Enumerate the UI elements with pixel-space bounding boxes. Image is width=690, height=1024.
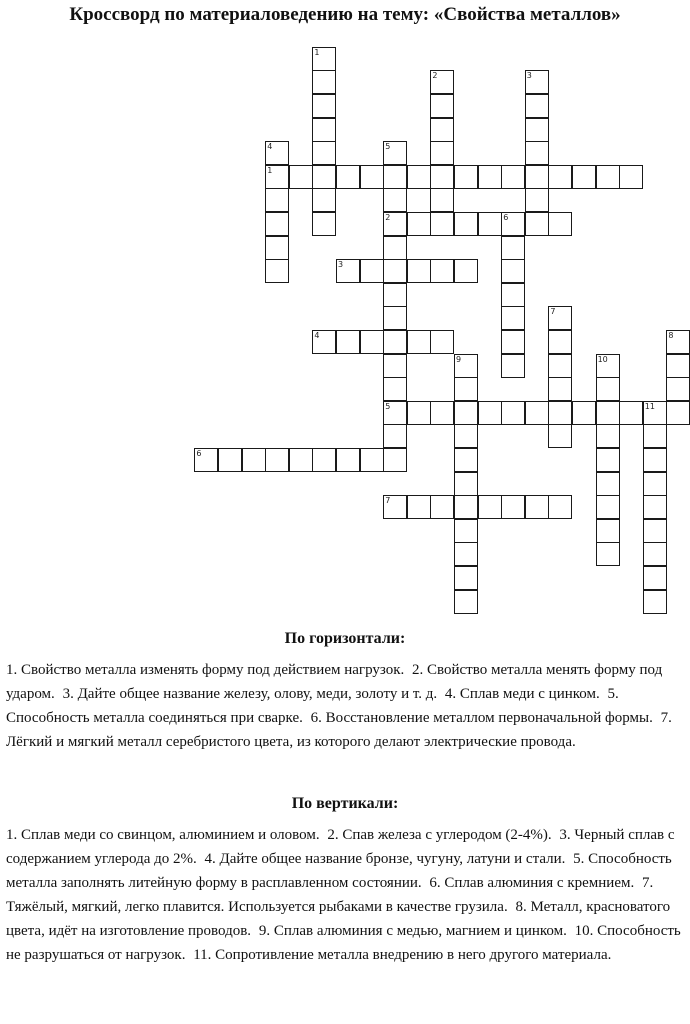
- clue-item: 6. Сплав алюминия с кремнием.: [429, 875, 635, 891]
- crossword-cell[interactable]: [336, 448, 360, 472]
- crossword-cell[interactable]: [666, 354, 690, 378]
- clue-item: 5. Способность металла заполнять литейную форму в расплавленном состоянии.: [6, 851, 672, 891]
- across-heading: По горизонтали:: [284, 630, 406, 647]
- clue-item: 9. Сплав алюминия с медью, магнием и цинком.: [258, 923, 567, 939]
- crossword-cell[interactable]: [454, 424, 478, 448]
- crossword-cell[interactable]: [383, 236, 407, 260]
- crossword-cell[interactable]: [383, 283, 407, 307]
- crossword-cell[interactable]: [501, 354, 525, 378]
- crossword-cell[interactable]: [430, 118, 454, 142]
- clue-number-down: 11: [644, 401, 655, 411]
- crossword-cell[interactable]: [501, 259, 525, 283]
- crossword-cell[interactable]: [548, 495, 572, 519]
- crossword-cell[interactable]: [501, 306, 525, 330]
- crossword-cell[interactable]: [643, 566, 667, 590]
- crossword-cell[interactable]: [596, 165, 620, 189]
- crossword-cell[interactable]: [596, 472, 620, 496]
- crossword-cell[interactable]: [525, 188, 549, 212]
- crossword-cell[interactable]: [430, 188, 454, 212]
- crossword-cell[interactable]: [383, 448, 407, 472]
- crossword-cell[interactable]: [572, 165, 596, 189]
- crossword-cell[interactable]: [407, 259, 431, 283]
- crossword-cell[interactable]: [336, 330, 360, 354]
- crossword-cell[interactable]: [454, 401, 478, 425]
- crossword-cell[interactable]: [619, 401, 643, 425]
- clue-number-across: 3: [338, 260, 344, 270]
- down-heading: По вертикали:: [291, 795, 399, 812]
- crossword-cell[interactable]: [478, 212, 502, 236]
- clue-number-down: 5: [385, 142, 391, 152]
- crossword-cell[interactable]: [454, 377, 478, 401]
- crossword-cell[interactable]: [360, 165, 384, 189]
- crossword-cell[interactable]: [596, 495, 620, 519]
- clue-item: 2. Спав железа с углеродом (2-4%).: [327, 827, 552, 843]
- crossword-cell[interactable]: [407, 212, 431, 236]
- crossword-cell[interactable]: [312, 94, 336, 118]
- crossword-cell[interactable]: [596, 401, 620, 425]
- crossword-cell[interactable]: [454, 542, 478, 566]
- crossword-cell[interactable]: [430, 259, 454, 283]
- crossword-cell[interactable]: [360, 259, 384, 283]
- clue-item: 10. Способность не разрушаться от нагрузок.: [6, 923, 681, 963]
- crossword-cell[interactable]: [501, 236, 525, 260]
- crossword-cell[interactable]: [643, 495, 667, 519]
- crossword-cell[interactable]: [407, 495, 431, 519]
- crossword-cell[interactable]: [430, 330, 454, 354]
- crossword-cell[interactable]: [454, 472, 478, 496]
- crossword-cell[interactable]: [312, 212, 336, 236]
- crossword-cell[interactable]: [454, 448, 478, 472]
- crossword-cell[interactable]: [430, 495, 454, 519]
- clue-item: 7. Тяжёлый, мягкий, легко плавится. Используется рыбаками в качестве грузила.: [6, 875, 654, 915]
- crossword-cell[interactable]: [430, 94, 454, 118]
- clue-number-across: 7: [385, 496, 391, 506]
- crossword-cell[interactable]: [596, 377, 620, 401]
- crossword-cell[interactable]: [501, 283, 525, 307]
- crossword-cell[interactable]: [548, 377, 572, 401]
- crossword-cell[interactable]: [501, 330, 525, 354]
- crossword-cell[interactable]: [312, 448, 336, 472]
- clue-number-down: 9: [456, 354, 462, 364]
- clue-item: 11. Сопротивление металла внедрению в него другого материала.: [193, 947, 612, 963]
- crossword-cell[interactable]: [525, 401, 549, 425]
- crossword-cell[interactable]: [643, 448, 667, 472]
- crossword-cell[interactable]: [501, 401, 525, 425]
- crossword-cell[interactable]: [218, 448, 242, 472]
- crossword-cell[interactable]: [383, 306, 407, 330]
- clue-number-down: 1: [314, 47, 320, 57]
- crossword-cell[interactable]: [312, 118, 336, 142]
- clue-item: 5. Способность металла соединяться при сварке.: [6, 686, 619, 726]
- crossword-cell[interactable]: [312, 165, 336, 189]
- crossword-cell[interactable]: [265, 236, 289, 260]
- crossword-cell[interactable]: [548, 401, 572, 425]
- across-clues: [6, 658, 684, 754]
- crossword-cell[interactable]: [596, 542, 620, 566]
- clue-number-across: 4: [314, 331, 320, 340]
- clue-item: 4. Дайте общее название бронзе, чугуну, латуни и стали.: [204, 851, 566, 867]
- crossword-cell[interactable]: [548, 424, 572, 448]
- crossword-cell[interactable]: [643, 590, 667, 614]
- crossword-cell[interactable]: [383, 188, 407, 212]
- crossword-cell[interactable]: [478, 495, 502, 519]
- crossword-cell[interactable]: [619, 165, 643, 189]
- clue-item: 2. Свойство металла менять форму под ударом.: [6, 662, 663, 702]
- clue-item: 4. Сплав меди с цинком.: [444, 686, 600, 702]
- crossword-cell[interactable]: [383, 377, 407, 401]
- crossword-cell[interactable]: [383, 330, 407, 354]
- crossword-cell[interactable]: [265, 448, 289, 472]
- crossword-cell[interactable]: [289, 165, 313, 189]
- crossword-cell[interactable]: [430, 165, 454, 189]
- clue-number-across: 6: [196, 449, 202, 458]
- crossword-cell[interactable]: [596, 448, 620, 472]
- crossword-cell[interactable]: [430, 212, 454, 236]
- crossword-cell[interactable]: [383, 259, 407, 283]
- clue-number-down: 10: [597, 354, 608, 364]
- crossword-cell[interactable]: [643, 472, 667, 496]
- crossword-cell[interactable]: [383, 354, 407, 378]
- crossword-cell[interactable]: [643, 519, 667, 543]
- crossword-cell[interactable]: [407, 330, 431, 354]
- crossword-cell[interactable]: [360, 448, 384, 472]
- crossword-cell[interactable]: [289, 448, 313, 472]
- clue-number-down: 8: [668, 331, 674, 340]
- crossword-cell[interactable]: [383, 424, 407, 448]
- crossword-cell[interactable]: [643, 542, 667, 566]
- crossword-cell[interactable]: [525, 495, 549, 519]
- crossword-cell[interactable]: [430, 401, 454, 425]
- clue-item: 3. Дайте общее название железу, олову, меди, золоту и т. д.: [62, 686, 438, 702]
- crossword-cell[interactable]: [430, 141, 454, 165]
- clue-number-down: 7: [550, 307, 556, 317]
- crossword-cell[interactable]: [454, 566, 478, 590]
- crossword-cell[interactable]: [596, 519, 620, 543]
- clue-number-across: 2: [385, 213, 391, 222]
- crossword-cell[interactable]: [525, 165, 549, 189]
- clue-item: 6. Восстановление металлом первоначальной формы.: [310, 710, 653, 726]
- crossword-cell[interactable]: [478, 401, 502, 425]
- crossword-cell[interactable]: [548, 165, 572, 189]
- crossword-cell[interactable]: [336, 165, 360, 189]
- clue-item: 3. Черный сплав с содержанием углерода до 2%.: [6, 827, 675, 867]
- crossword-cell[interactable]: [666, 377, 690, 401]
- crossword-cell[interactable]: [454, 519, 478, 543]
- crossword-cell[interactable]: [454, 590, 478, 614]
- crossword-cell[interactable]: [525, 141, 549, 165]
- clue-number-down: 6: [503, 213, 509, 222]
- crossword-cell[interactable]: [548, 212, 572, 236]
- crossword-cell[interactable]: [407, 165, 431, 189]
- crossword-cell[interactable]: [548, 354, 572, 378]
- crossword-cell[interactable]: [454, 495, 478, 519]
- clue-item: 1. Свойство металла изменять форму под действием нагрузок.: [6, 662, 405, 678]
- crossword-cell[interactable]: [643, 424, 667, 448]
- clue-number-down: 4: [267, 142, 273, 152]
- crossword-cell[interactable]: [454, 165, 478, 189]
- crossword-cell[interactable]: [525, 212, 549, 236]
- crossword-cell[interactable]: [265, 212, 289, 236]
- clue-number-down: 2: [432, 71, 438, 81]
- crossword-cell[interactable]: [666, 401, 690, 425]
- clue-item: 7. Лёгкий и мягкий металл серебристого цвета, из которого делают электрические провода.: [6, 710, 672, 750]
- crossword-cell[interactable]: [312, 70, 336, 94]
- crossword-cell[interactable]: [501, 165, 525, 189]
- crossword-cell[interactable]: [242, 448, 266, 472]
- crossword-cell[interactable]: [478, 165, 502, 189]
- clue-number-across: 5: [385, 401, 391, 411]
- down-clues: [6, 823, 684, 967]
- crossword-cell[interactable]: [312, 188, 336, 212]
- crossword-cell[interactable]: [312, 141, 336, 165]
- crossword-cell[interactable]: [548, 330, 572, 354]
- crossword-cell[interactable]: [383, 165, 407, 189]
- clue-item: 1. Сплав меди со свинцом, алюминием и оловом.: [6, 827, 320, 843]
- clue-number-across: 1: [267, 165, 273, 175]
- crossword-cell[interactable]: [525, 94, 549, 118]
- crossword-cell[interactable]: [265, 188, 289, 212]
- crossword-cell[interactable]: [501, 495, 525, 519]
- crossword-cell[interactable]: [454, 259, 478, 283]
- clue-number-down: 3: [526, 71, 532, 81]
- crossword-cell[interactable]: [525, 118, 549, 142]
- crossword-cell[interactable]: [572, 401, 596, 425]
- crossword-cell[interactable]: [407, 401, 431, 425]
- clue-item: 8. Металл, красноватого цвета, идёт на изготовление проводов.: [6, 899, 671, 939]
- crossword-cell[interactable]: [265, 259, 289, 283]
- crossword-cell[interactable]: [596, 424, 620, 448]
- crossword-cell[interactable]: [360, 330, 384, 354]
- page-title: Кроссворд по материаловедению на тему: «Свойства металлов»: [69, 4, 621, 25]
- crossword-cell[interactable]: [454, 212, 478, 236]
